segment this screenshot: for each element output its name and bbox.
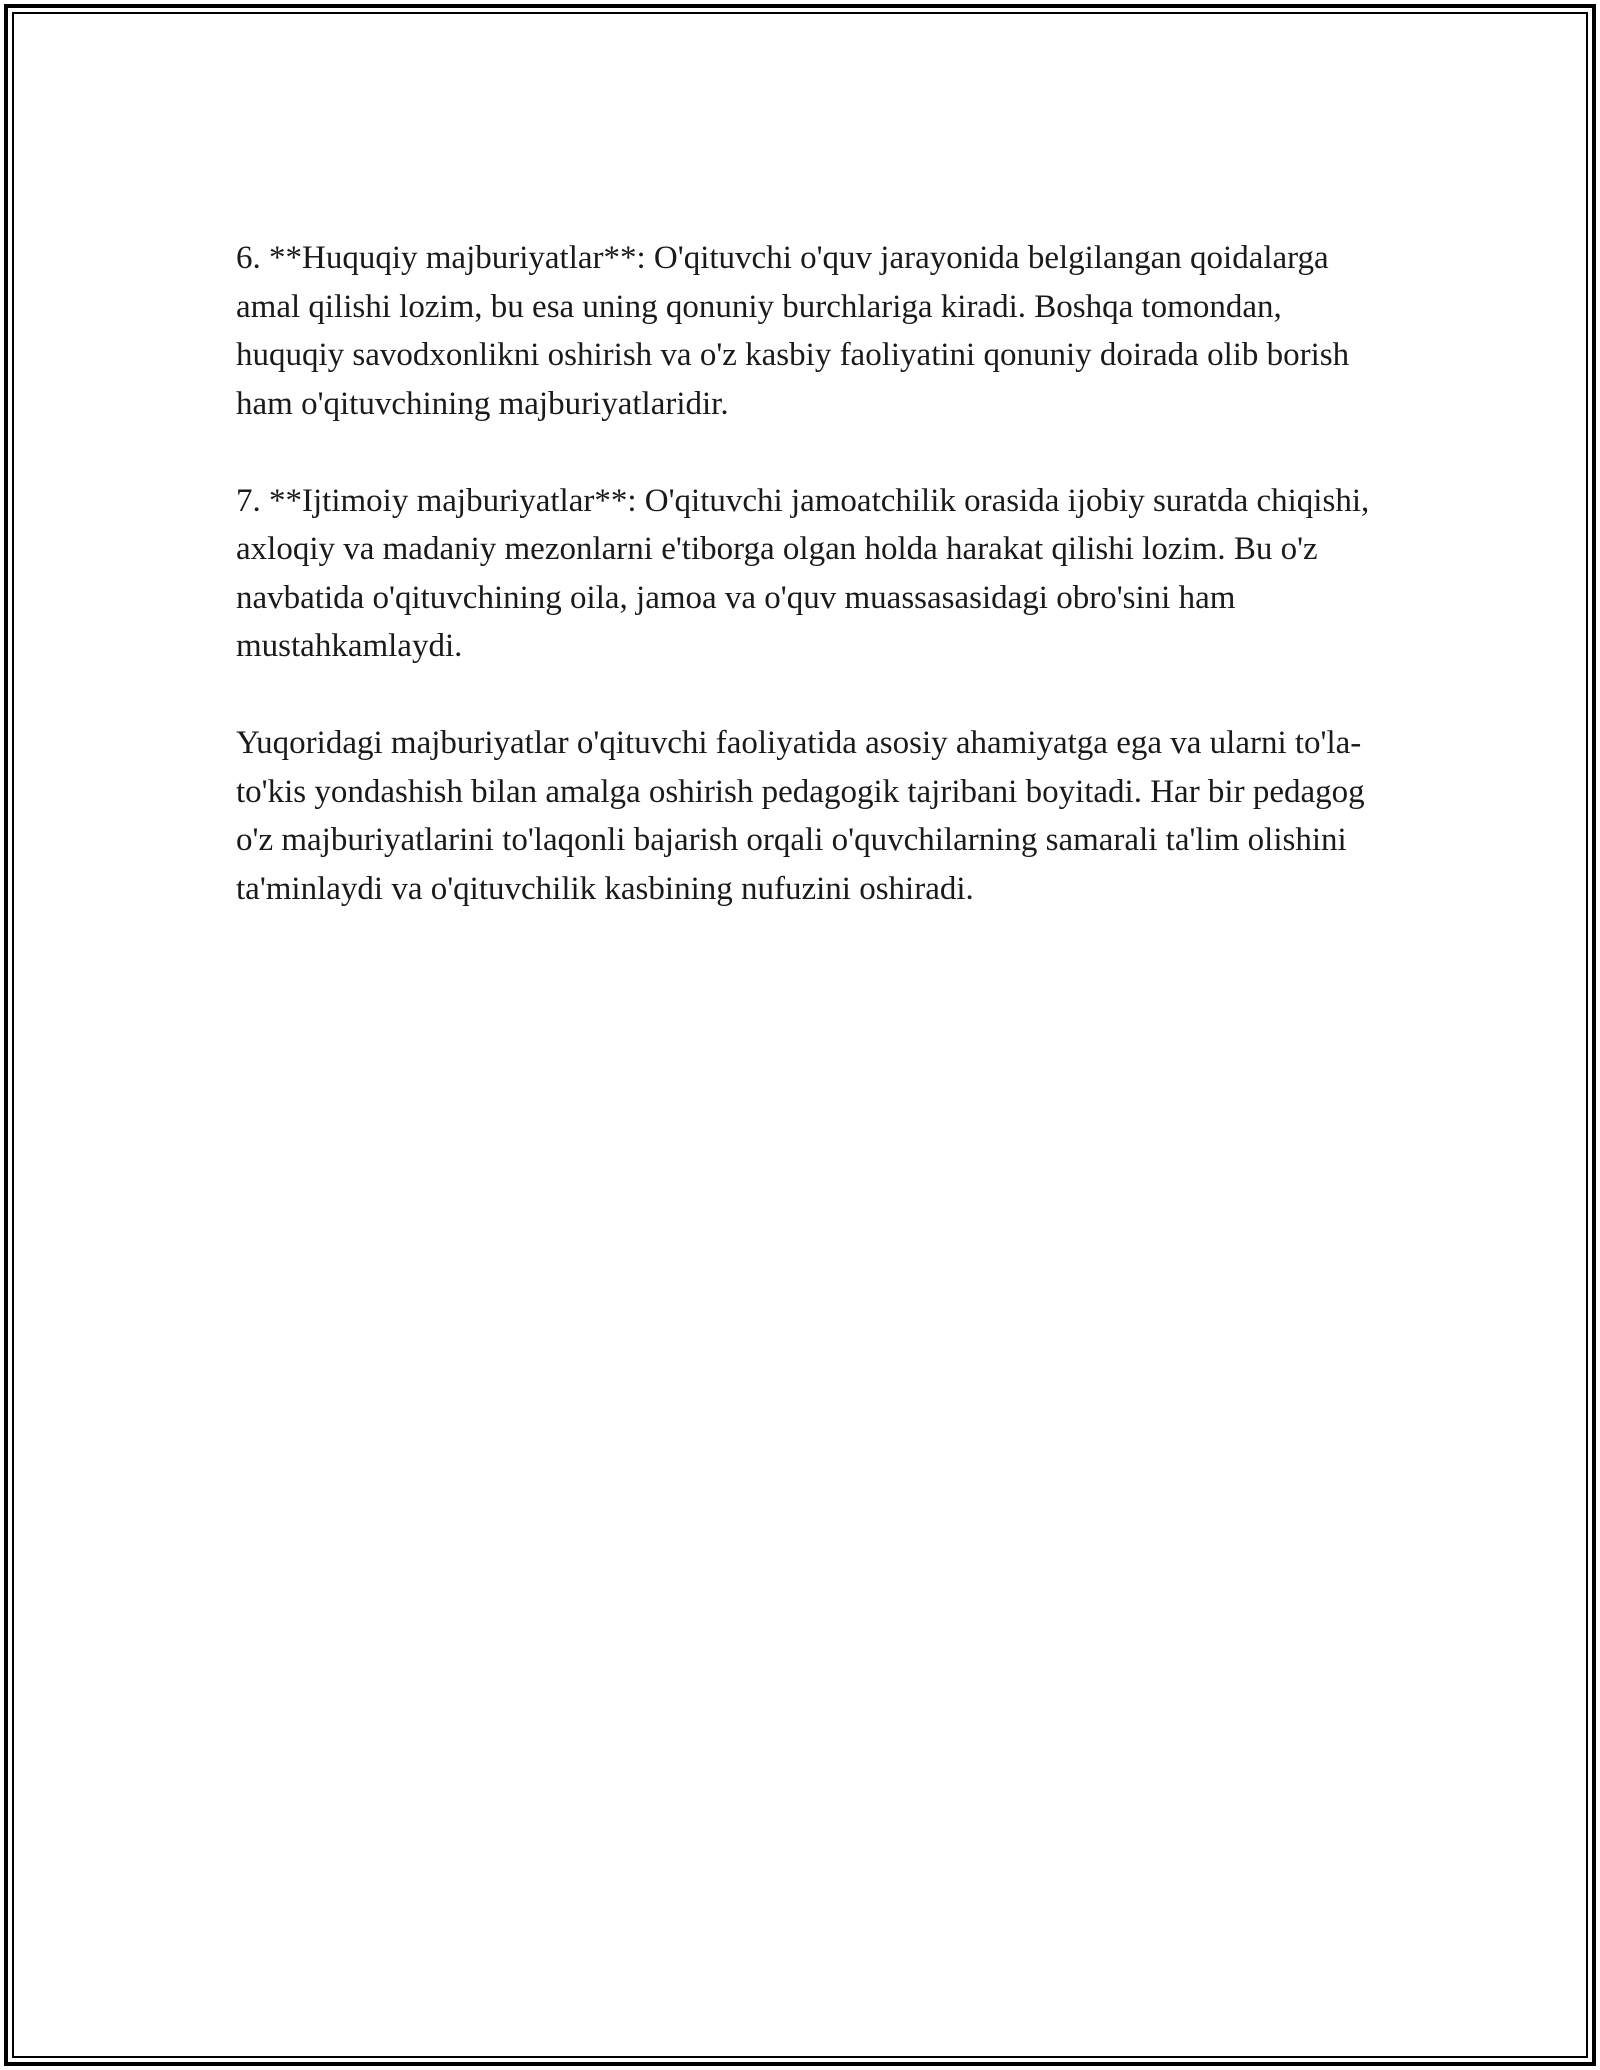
paragraph-legal-obligations: 6. **Huquqiy majburiyatlar**: O'qituvchi o'quv jarayonida belgilangan qoidalarga amal qilishi lozim, bu esa uning qonuniy burchlariga kiradi. Boshqa tomondan, huquqiy savodxonlikni oshirish va o'z kasbiy faoliyatini qonuniy doirada olib borish ham o'qituvchining majburiyatlaridir. xyxy=(236,240,1350,422)
document-body xyxy=(236,234,1376,962)
paragraph-conclusion: Yuqoridagi majburiyatlar o'qituvchi faoliyatida asosiy ahamiyatga ega va ularni to'la-to'kis yondashish bilan amalga oshirish pedagogik tajribani boyitadi. Har bir pedagog o'z majburiyatlarini to'laqonli bajarish orqali o'quvchilarning samarali ta'lim olishini ta'minlaydi va o'qituvchilik kasbining nufuzini oshiradi. xyxy=(236,725,1365,907)
paragraph-social-obligations: 7. **Ijtimoiy majburiyatlar**: O'qituvchi jamoatchilik orasida ijobiy suratda chiqishi, axloqiy va madaniy mezonlarni e'tiborga olgan holda harakat qilishi lozim. Bu o'z navbatida o'qituvchining oila, jamoa va o'quv muassasasidagi obro'sini ham mustahkamlaydi. xyxy=(236,482,1370,664)
